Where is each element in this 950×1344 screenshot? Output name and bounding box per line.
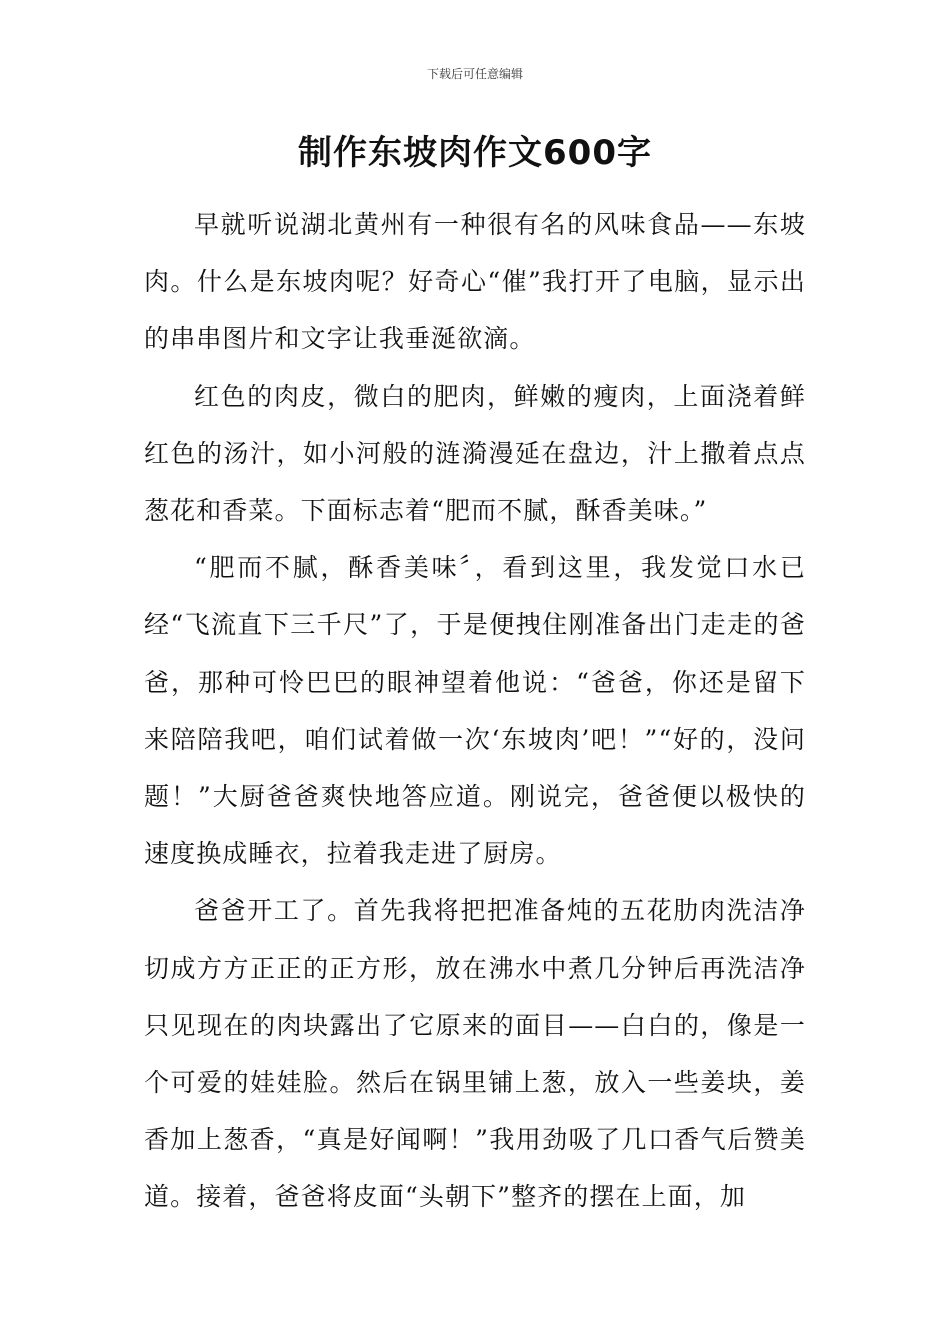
paragraph-1: 早就听说湖北黄州有一种很有名的风味食品——东坡肉。什么是东坡肉呢？好奇心“催”我打开了电脑，显示出的串串图片和文字让我垂涎欲滴。 xyxy=(144,210,806,354)
paragraph-2: 红色的肉皮，微白的肥肉，鲜嫩的瘦肉，上面浇着鲜红色的汤汁，如小河般的涟漪漫延在盘边，汁上撒着点点葱花和香菜。下面标志着“肥而不腻，酥香美味。” xyxy=(144,381,806,526)
paragraph-4: 爸爸开工了。首先我将把把准备炖的五花肋肉洗洁净切成方方正正的正方形，放在沸水中煮几分钟后再洗洁净只见现在的肉块露出了它原来的面目——白白的，像是一个可爱的娃娃脸。然后在锅里铺上葱，放入一些姜块，姜香加上葱香，“真是好闻啊！”我用劲吸了几口香气后赞美道。接着，爸爸将皮面“头朝下”整齐的摆在上面，加 xyxy=(144,896,806,1212)
header-note: 下载后可任意编辑 xyxy=(426,67,523,81)
document-title: 制作东坡肉作文600字 xyxy=(298,133,652,173)
paragraph-3: “肥而不腻，酥香美味〞，看到这里，我发觉口水已经“飞流直下三千尺”了，于是便拽住刚准备出门走走的爸爸，那种可怜巴巴的眼神望着他说：“爸爸，你还是留下来陪陪我吧，咱们试着做一次‘东坡肉’吧！”“好的，没问题！”大厨爸爸爽快地答应道。刚说完，爸爸便以极快的速度换成睡衣，拉着我走进了厨房。 xyxy=(144,553,806,869)
document-body xyxy=(144,196,806,1226)
